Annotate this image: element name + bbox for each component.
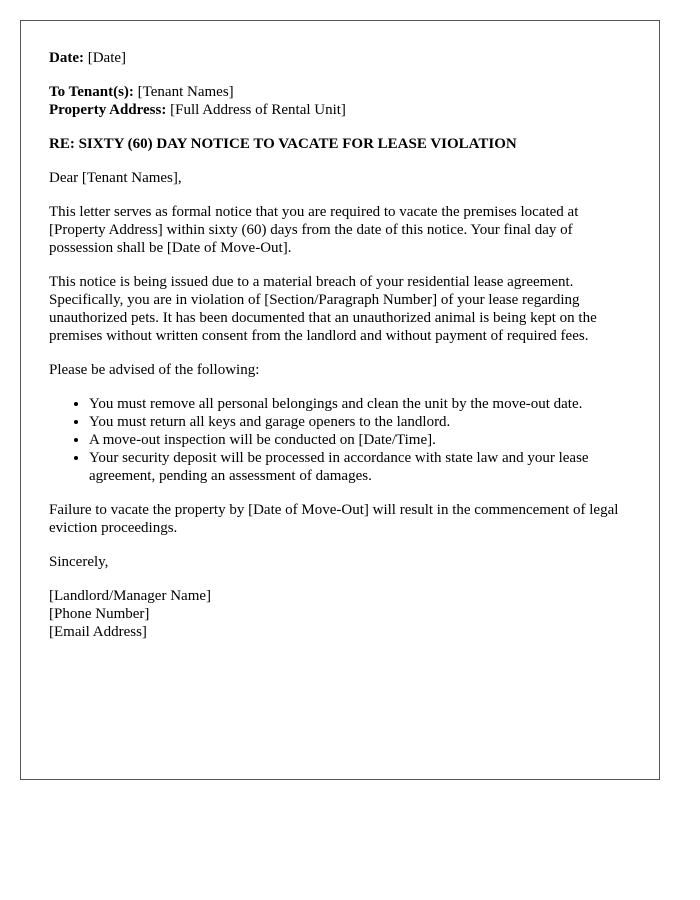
advisory-item: • You must return all keys and garage openers to the landlord.	[89, 413, 629, 431]
advisory-list	[49, 395, 629, 485]
closing-paragraph: Failure to vacate the property by [Date of Move-Out] will result in the commencement of legal eviction proceedings.	[49, 502, 619, 536]
address-value: [Full Address of Rental Unit]	[170, 102, 346, 118]
body-paragraph-violation: This notice is being issued due to a material breach of your residential lease agreement. Specifically, you are in violation of [Section/Paragraph Number] of your lease regarding unauthorized pets. It has been documented that an unauthorized animal is being kept on the premises without written consent from the landlord and without payment of required fees.	[49, 274, 597, 344]
letter-page	[20, 20, 660, 780]
signature-email: [Email Address]	[49, 624, 147, 640]
salutation: Dear [Tenant Names],	[49, 170, 182, 186]
date-line	[49, 49, 629, 67]
date-label: Date:	[49, 50, 84, 66]
tenant-value: [Tenant Names]	[137, 84, 234, 100]
address-line	[49, 101, 629, 119]
signature-phone: [Phone Number]	[49, 606, 150, 622]
tenant-label: To Tenant(s):	[49, 84, 134, 100]
recipient-block	[49, 83, 629, 119]
tenant-line	[49, 83, 629, 101]
subject-line: RE: SIXTY (60) DAY NOTICE TO VACATE FOR LEASE VIOLATION	[49, 136, 517, 152]
advisory-item: • You must remove all personal belongings and clean the unit by the move-out date.	[89, 395, 629, 413]
closing: Sincerely,	[49, 554, 109, 570]
date-value: [Date]	[87, 50, 127, 66]
advisory-item: • A move-out inspection will be conducted on [Date/Time].	[89, 431, 629, 449]
letter-content	[49, 49, 629, 657]
body-paragraph-advisory-intro: Please be advised of the following:	[49, 362, 260, 378]
signature-name: [Landlord/Manager Name]	[49, 588, 212, 604]
body-paragraph-notice: This letter serves as formal notice that you are required to vacate the premises located at [Property Address] within sixty (60) days from the date of this notice. Your final day of possession shall be [Date of Move-Out].	[49, 204, 579, 256]
advisory-item: • Your security deposit will be processed in accordance with state law and your lease agreement, pending an assessment of damages.	[89, 449, 629, 485]
address-label: Property Address:	[49, 102, 167, 118]
signature-block	[49, 587, 629, 641]
